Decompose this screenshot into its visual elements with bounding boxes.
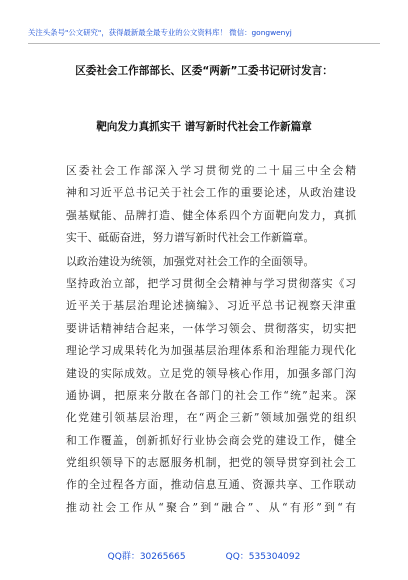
text-line: 化党建引领基层治理，在“两企三新”领域加强党的组织 <box>66 411 356 425</box>
document-subtitle: 靶向发力真抓实干 谱写新时代社会工作新篇章 <box>96 121 312 133</box>
text-line: 作的全过程各方面，推动信息互通、资源共享、工作联动 <box>66 478 356 492</box>
footer-contact <box>28 550 380 564</box>
footer-qq: QQ：535304092 <box>225 552 301 562</box>
text-line: 通协调，把原来分散在各部门的社会工作“统”起来。深 <box>66 388 356 402</box>
header-divider <box>28 43 380 44</box>
header-notice: 关注头条号"公文研究"，获得最新最全最专业的公文资料库！ 微信：gongwenyj <box>28 28 292 37</box>
text-line: 坚持政治立部，把学习贯彻全会精神与学习贯彻落实《习 <box>66 276 356 290</box>
text-line: 党组织领导下的志愿服务机制，把党的领导贯穿到社会工 <box>66 456 356 470</box>
text-line: 以政治建设为统领，加强党对社会工作的全面领导。 <box>66 254 315 268</box>
paragraph-political-construction <box>66 251 356 520</box>
text-line: 和工作覆盖，创新抓好行业协会商会党的建设工作，健全 <box>66 433 356 447</box>
text-line: 推动社会工作从“聚合”到“融合”、从“有形”到“有 <box>66 500 356 514</box>
text-line: 强基赋能、品牌打造、健全体系四个方面靶向发力，真抓 <box>66 208 356 222</box>
text-line: 实干、砥砺奋进，努力谱写新时代社会工作新篇章。 <box>66 231 315 245</box>
text-line: 建设的实际成效。立足党的领导核心作用，加强多部门沟 <box>66 366 356 380</box>
text-line: 近平关于基层治理论述摘编》、习近平总书记视察天津重 <box>66 299 356 313</box>
text-line: 神和习近平总书记关于社会工作的重要论述，从政治建设 <box>66 186 356 200</box>
text-line: 要讲话精神结合起来，一体学习领会、贯彻落实，切实把 <box>66 321 356 335</box>
paragraph-intro <box>66 160 356 250</box>
footer-qq-group: QQ群：30265665 <box>107 552 186 562</box>
text-line: 理论学习成果转化为加强基层治理体系和治理能力现代化 <box>66 344 356 358</box>
document-title: 区委社会工作部部长、区委“两新”工委书记研讨发言： <box>75 65 333 77</box>
document-body <box>66 160 356 519</box>
text-line: 区委社会工作部深入学习贯彻党的二十届三中全会精 <box>66 164 356 177</box>
